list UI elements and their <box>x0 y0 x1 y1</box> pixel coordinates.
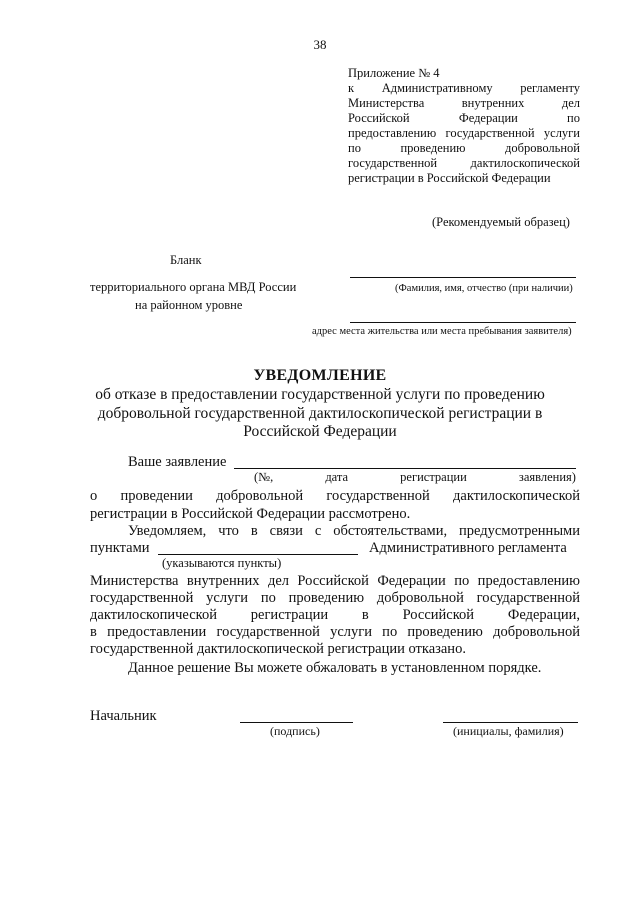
address-field-line <box>350 322 576 323</box>
fio-caption: (Фамилия, имя, отчество (при наличии) <box>395 283 573 294</box>
points-field-line <box>158 554 358 555</box>
paragraph-line: государственной дактилоскопической регистрации отказано. <box>90 641 466 657</box>
fio-field-line <box>350 277 576 278</box>
caption-date: дата <box>325 470 349 484</box>
document-subtitle-line: Российской Федерации <box>243 423 397 440</box>
paragraph-line: дактилоскопической регистрации в Российской Федерации, <box>90 607 580 623</box>
points-label: пунктами <box>90 540 150 556</box>
position-label: Начальник <box>90 708 157 724</box>
paragraph-line: государственной услуги по проведению добровольной государственной <box>90 590 580 606</box>
appendix-line: по проведению добровольной <box>348 141 580 155</box>
organ-level: на районном уровне <box>135 298 243 312</box>
points-caption: (указываются пункты) <box>162 556 282 570</box>
appendix-line: к Административному регламенту <box>348 81 580 95</box>
sample-note: (Рекомендуемый образец) <box>432 215 570 229</box>
appendix-line: Приложение № 4 <box>348 66 440 80</box>
appendix-line: Министерства внутренних дел <box>348 96 580 110</box>
caption-number: (№, <box>254 470 274 484</box>
paragraph-line: в предоставлении государственной услуги по проведению добровольной <box>90 624 580 640</box>
caption-application: заявления) <box>518 470 576 484</box>
appendix-line: регистрации в Российской Федерации <box>348 171 551 185</box>
paragraph-line: Уведомляем, что в связи с обстоятельствами, предусмотренными <box>128 523 580 539</box>
appendix-line: предоставлению государственной услуги <box>348 126 580 140</box>
name-caption: (инициалы, фамилия) <box>453 724 564 738</box>
appendix-line: Российской Федерации по <box>348 111 580 125</box>
page-number: 38 <box>313 37 327 52</box>
name-line <box>443 722 578 723</box>
document-subtitle-line: об отказе в предоставлении государственной услуги по проведению <box>95 386 545 403</box>
blank-label: Бланк <box>170 253 202 267</box>
appendix-line: государственной дактилоскопической <box>348 156 580 170</box>
statement-field-line <box>234 468 576 469</box>
regulation-label: Административного регламента <box>369 540 567 556</box>
signature-line <box>240 722 353 723</box>
document-title: УВЕДОМЛЕНИЕ <box>253 367 387 384</box>
paragraph-line: о проведении добровольной государственной дактилоскопической <box>90 488 580 504</box>
signature-caption: (подпись) <box>270 724 320 738</box>
organ-name: территориального органа МВД России <box>90 280 297 294</box>
paragraph-line: Министерства внутренних дел Российской Федерации по предоставлению <box>90 573 580 589</box>
paragraph-line: Данное решение Вы можете обжаловать в установленном порядке. <box>128 660 542 676</box>
statement-caption <box>254 470 576 485</box>
paragraph-line: регистрации в Российской Федерации рассмотрено. <box>90 506 411 522</box>
address-caption: адрес места жительства или места пребывания заявителя) <box>312 326 572 337</box>
appendix-block <box>348 66 580 186</box>
statement-label: Ваше заявление <box>128 454 227 470</box>
caption-registration: регистрации <box>400 470 467 484</box>
document-subtitle-line: добровольной государственной дактилоскопической регистрации в <box>97 405 543 422</box>
